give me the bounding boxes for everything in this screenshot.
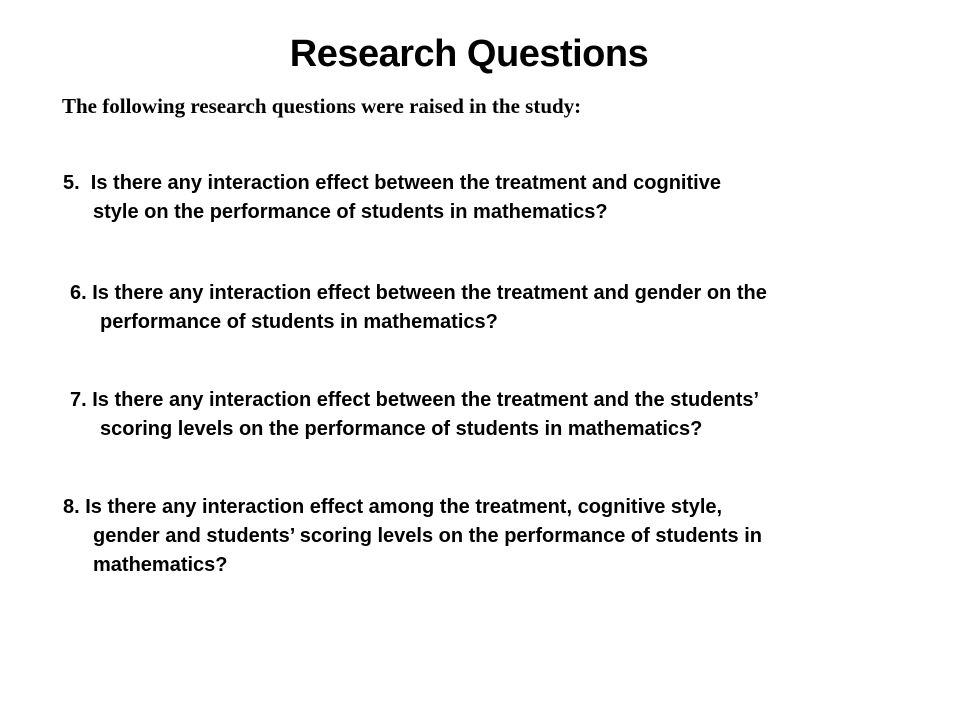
question-number: 7. [70,389,93,411]
question-first-line [63,169,903,198]
research-question-5 [63,169,903,227]
question-text: Is there any interaction effect among the treatment, cognitive style, [85,496,723,518]
question-number: 5. [63,172,91,194]
question-text-continued: style on the performance of students in mathematics? [93,201,608,223]
question-first-line [63,493,903,522]
research-question-8 [63,493,903,580]
slide-title: Research Questions [289,33,649,75]
question-text: Is there any interaction effect between the treatment and cognitive [90,172,721,194]
question-text-continued: scoring levels on the performance of students in mathematics? [100,418,703,440]
slide-subtitle: The following research questions were raised in the study: [62,94,582,118]
question-first-line [70,386,910,415]
question-text-continued: gender and students’ scoring levels on the performance of students in [93,525,763,547]
question-first-line [70,279,910,308]
question-number: 6. [70,282,93,304]
question-number: 8. [63,496,86,518]
research-question-7 [70,386,910,444]
research-question-6 [70,279,910,337]
question-text: Is there any interaction effect between the treatment and the students’ [92,389,760,411]
question-text: Is there any interaction effect between the treatment and gender on the [92,282,767,304]
question-text-continued: mathematics? [93,554,228,576]
question-text-continued: performance of students in mathematics? [100,311,498,333]
